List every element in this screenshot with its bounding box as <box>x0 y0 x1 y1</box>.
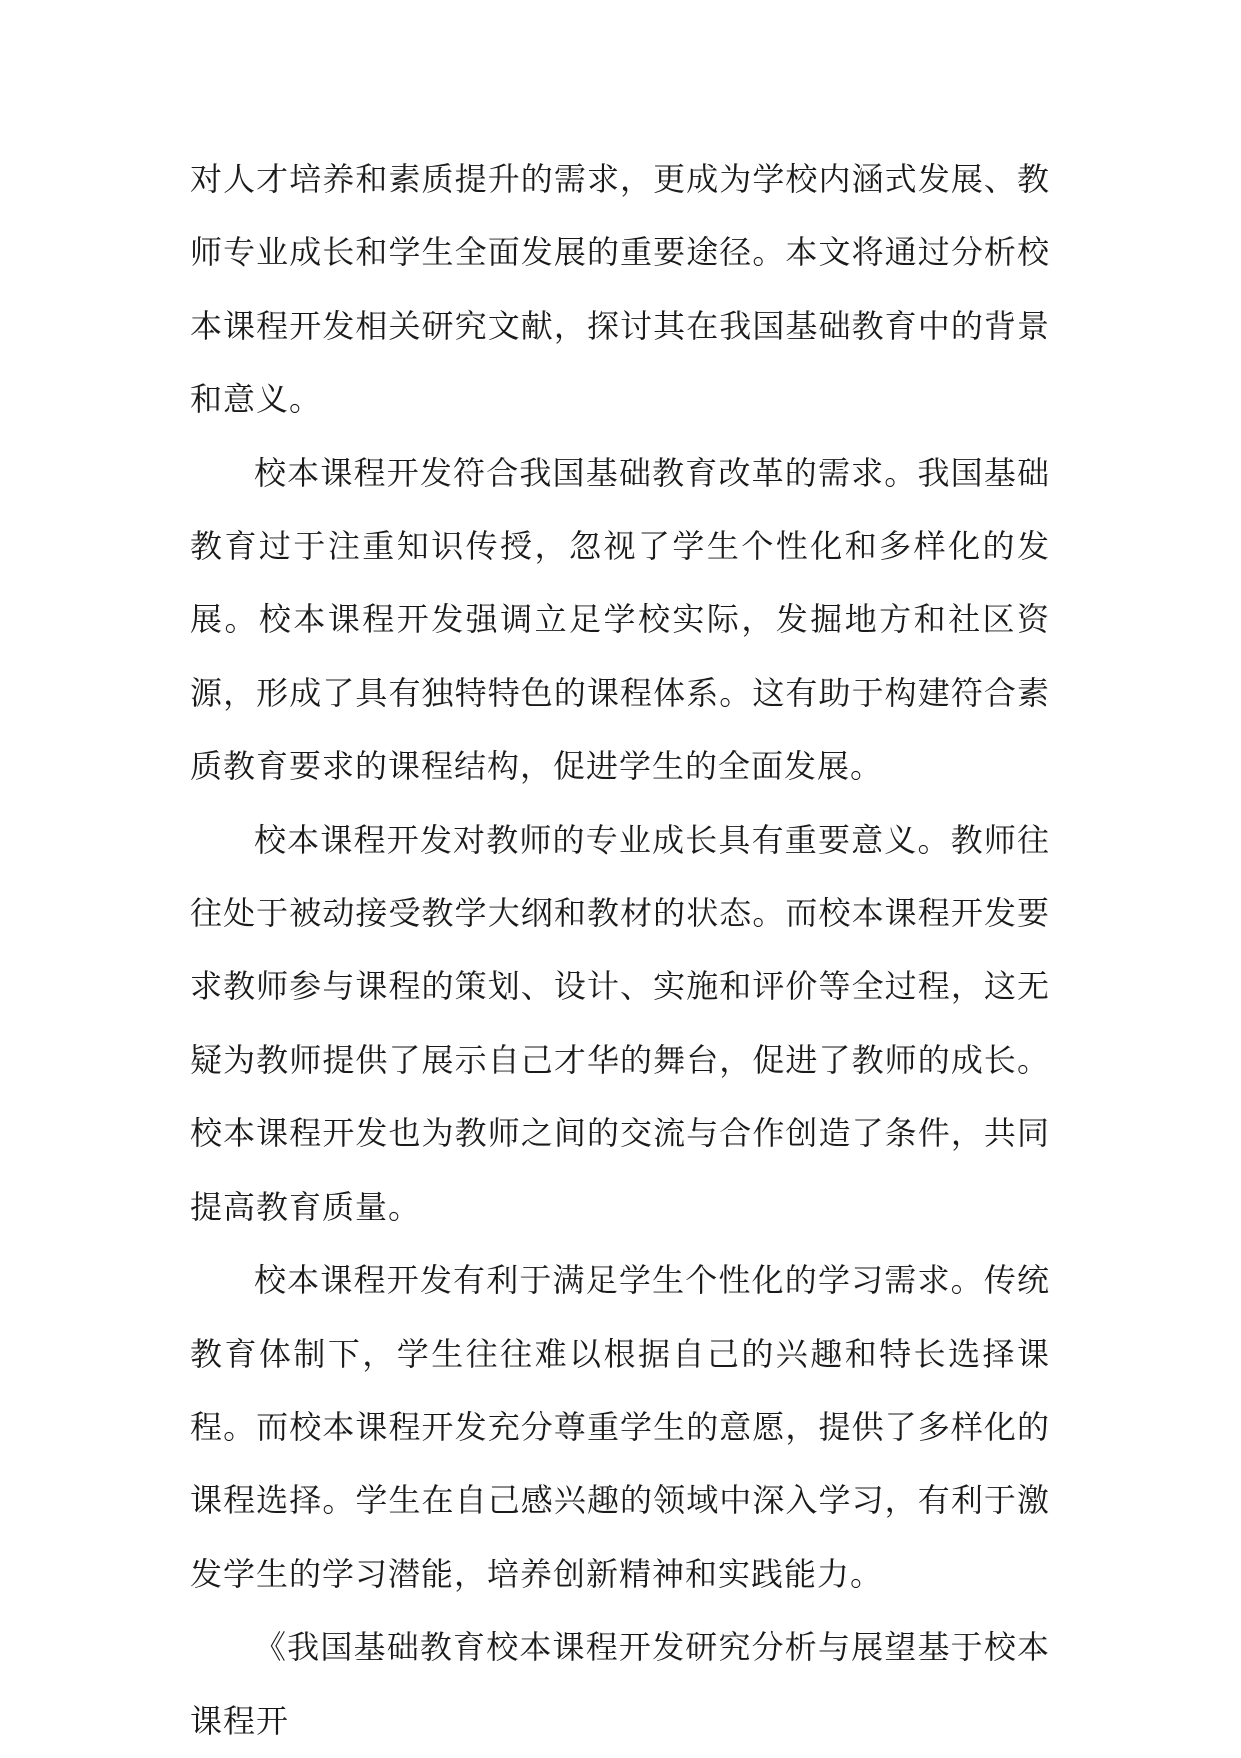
paragraph-curriculum-reform: 校本课程开发符合我国基础教育改革的需求。我国基础教育过于注重知识传授，忽视了学生个性化和多样化的发展。校本课程开发强调立足学校实际，发掘地方和社区资源，形成了具有独特特色的课程体系。这有助于构建符合素质教育要求的课程结构，促进学生的全面发展。 <box>190 453 1050 786</box>
paragraph-continuation: 对人才培养和素质提升的需求，更成为学校内涵式发展、教师专业成长和学生全面发展的重要途径。本文将通过分析校本课程开发相关研究文献，探讨其在我国基础教育中的背景和意义。 <box>190 160 1050 419</box>
paragraph-teacher-growth: 校本课程开发对教师的专业成长具有重要意义。教师往往处于被动接受教学大纲和教材的状态。而校本课程开发要求教师参与课程的策划、设计、实施和评价等全过程，这无疑为教师提供了展示自己才华的舞台，促进了教师的成长。校本课程开发也为教师之间的交流与合作创造了条件，共同提高教育质量。 <box>190 820 1050 1226</box>
document-body <box>190 143 1050 1758</box>
paragraph-title-fragment: 《我国基础教育校本课程开发研究分析与展望基于校本课程开 <box>190 1628 1050 1740</box>
paragraph-student-needs: 校本课程开发有利于满足学生个性化的学习需求。传统教育体制下，学生往往难以根据自己的兴趣和特长选择课程。而校本课程开发充分尊重学生的意愿，提供了多样化的课程选择。学生在自己感兴趣的领域中深入学习，有利于激发学生的学习潜能，培养创新精神和实践能力。 <box>190 1261 1050 1593</box>
